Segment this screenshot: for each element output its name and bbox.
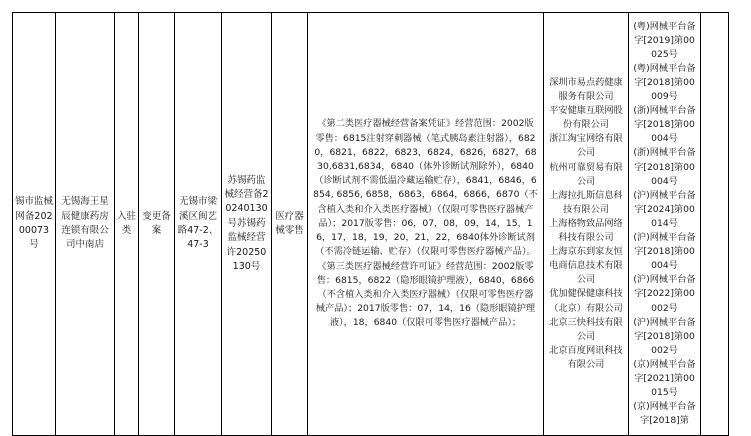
- filing-item: (粤)网械平台备字[2019]第00025号: [633, 20, 696, 60]
- filing-item: (浙)网械平台备字[2018]第00004号: [633, 105, 696, 145]
- filing-item: (沪)网械平台备字[2018]第00004号: [633, 232, 696, 272]
- filing-item: (京)网械平台备字[2021]第00015号: [633, 358, 696, 399]
- license-number: 苏锡药监械经营备20240130号苏锡药监械经营许20250130号: [222, 13, 272, 436]
- filing-item: (京)网械平台备字[2018]第: [633, 401, 696, 427]
- empty-cell: [701, 13, 729, 436]
- platform-item: 上海京东到家友恒电商信息技术有限公司: [549, 246, 623, 286]
- platform-item: 杭州可靠贸易有限公司: [549, 161, 623, 187]
- filing-item: (浙)网械平台备字[2018]第00004号: [633, 147, 696, 187]
- filing-item: (粤)网械平台备字[2018]第00009号: [633, 62, 696, 103]
- address: 无锡市梁溪区闽艺路47-2、47-3: [175, 13, 222, 436]
- category: 入驻类: [115, 13, 139, 436]
- platform-list-cell: [544, 13, 629, 436]
- registration-number: 锡市监械网备20200073号: [13, 13, 56, 436]
- business-scope: 《第二类医疗器械经营备案凭证》经营范围：2002版零售：6815注射穿刺器械（笔式胰岛素注射器），6820，6821，6822，6823，6824，6826，6827，6830,6831,6834，6840（体外诊断试剂除外），6840（诊断试剂不需低温冷藏运输贮存），6841，6846，6854, 6856, 6858，6863，6864，6866，6870（不含植入类和介入类医疗器械）（仅限可零售医疗器械产品）；2017版零售：06，07，08，09，14，15，16，17，18，19，20，21，22，6840体外诊断试剂（不需冷链运输、贮存）（仅限可零售医疗器械产品）。《第三类医疗器械经营许可证》经营范围：2002版零售：6815，6822（隐形眼镜护理液），6840，6866（不含植入类和介入类医疗器械）（仅限可零售医疗器械产品）；2017版零售：07，14，16（隐形眼镜护理液），18，6840（仅限可零售医疗器械产品）；: [308, 13, 544, 436]
- company-name: 无锡海王星辰健康药房连锁有限公司中南店: [56, 13, 115, 436]
- platform-list: [546, 76, 626, 372]
- filing-item: (沪)网械平台备字[2024]第00014号: [633, 189, 696, 229]
- record-table: [12, 12, 729, 436]
- platform-item: 上海格物致品网络科技有限公司: [549, 217, 623, 244]
- platform-item: 深圳市易点药健康服务有限公司: [549, 77, 623, 103]
- filing-item: (沪)网械平台备字[2018]第00002号: [633, 316, 696, 356]
- change-type: 变更备案: [139, 13, 175, 436]
- platform-item: 优加健保健康科技（北京）有限公司: [549, 288, 623, 314]
- filing-item: (沪)网械平台备字[2022]第00002号: [633, 274, 696, 314]
- platform-item: 上海拉扎斯信息科技有限公司: [549, 189, 623, 215]
- table-row: [13, 13, 729, 436]
- platform-item: 北京三快科技有限公司: [549, 316, 623, 342]
- filing-list: [631, 20, 698, 429]
- platform-item: 北京百度网讯科技有限公司: [549, 344, 623, 370]
- platform-item: 浙江淘宝网络有限公司: [549, 133, 623, 159]
- business-type: 医疗器械零售: [272, 13, 308, 436]
- filing-list-cell: [629, 13, 701, 436]
- platform-item: 平安健康互联网股份有限公司: [549, 105, 623, 131]
